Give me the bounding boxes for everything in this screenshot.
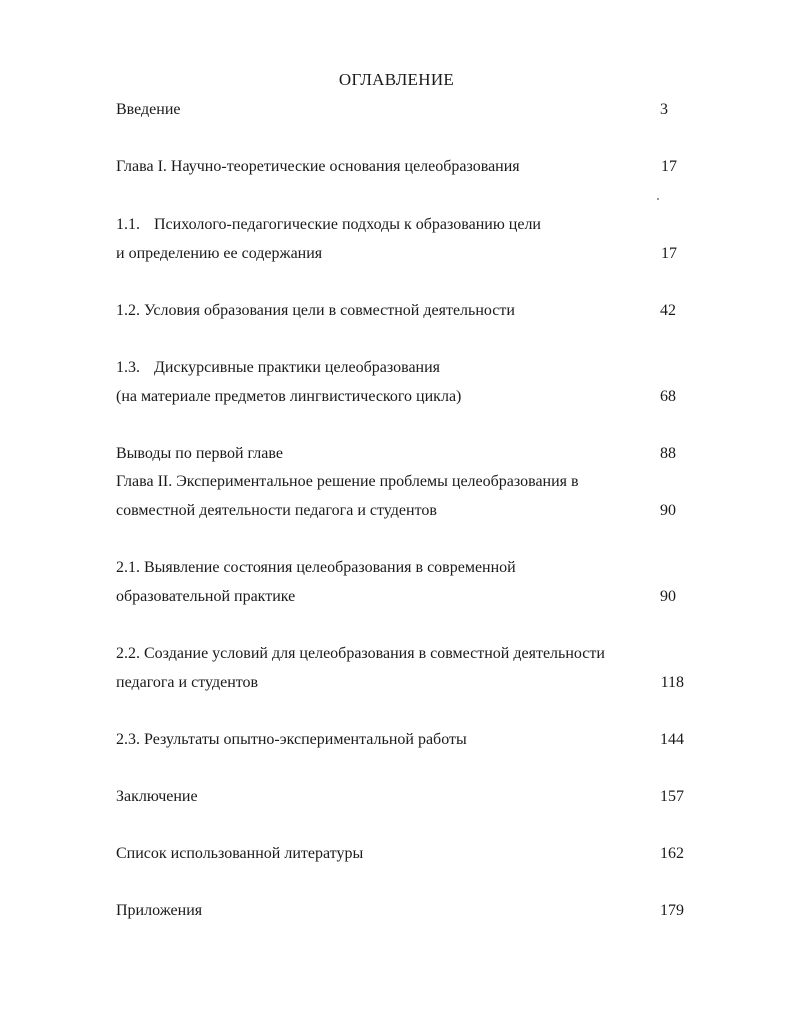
toc-page-number: 179 <box>660 902 684 919</box>
toc-entry-section-2-3: 2.3. Результаты опытно-экспериментальной работы <box>116 731 467 748</box>
toc-entry-chapter-2: Глава II. Экспериментальное решение проблемы целеобразования в <box>116 473 579 490</box>
toc-page-number: 3 <box>660 101 668 118</box>
toc-entry-section-1-3 <box>116 358 440 378</box>
toc-entry-conclusion: Заключение <box>116 788 198 805</box>
toc-entry-introduction: Введение <box>116 101 181 118</box>
toc-page-number: 90 <box>660 588 676 605</box>
toc-page-number: 17 <box>661 158 677 175</box>
toc-title: ОГЛАВЛЕНИЕ <box>338 70 455 89</box>
toc-entry-section-1-2: 1.2. Условия образования цели в совместной деятельности <box>116 302 515 319</box>
toc-page-number: 162 <box>660 845 684 862</box>
toc-entry-chapter-1: Глава I. Научно-теоретические основания целеобразования <box>116 158 520 175</box>
toc-entry-section-2-1: 2.1. Выявление состояния целеобразования в современной <box>116 559 516 576</box>
section-title: Дискурсивные практики целеобразования <box>154 359 441 376</box>
toc-entry-section-2-2: 2.2. Создание условий для целеобразования в совместной деятельности <box>116 645 605 662</box>
toc-entry-section-2-1-cont: образовательной практике <box>116 588 296 605</box>
toc-entry-section-1-3-cont: (на материале предметов лингвистического цикла) <box>116 388 462 405</box>
section-number: 1.3. <box>116 359 140 376</box>
toc-page-number: 157 <box>660 788 684 805</box>
toc-page-number: 42 <box>660 302 676 319</box>
toc-entry-bibliography: Список использованной литературы <box>116 845 364 862</box>
toc-entry-conclusions-ch1: Выводы по первой главе <box>116 445 283 462</box>
toc-page-number: 118 <box>660 674 684 691</box>
toc-page-number: 144 <box>660 731 684 748</box>
toc-page-number: 88 <box>660 445 676 462</box>
toc-entry-section-1-1 <box>116 215 541 235</box>
toc-page-number: 17 <box>661 245 677 262</box>
toc-page-number: 90 <box>660 502 676 519</box>
section-title: Психолого-педагогические подходы к образованию цели <box>154 216 541 233</box>
toc-page-number: 68 <box>660 388 676 405</box>
toc-entry-section-2-2-cont: педагога и студентов <box>116 674 259 691</box>
section-number: 1.1. <box>116 216 140 233</box>
toc-entry-section-1-1-cont: и определению ее содержания <box>116 245 323 262</box>
toc-entry-appendices: Приложения <box>116 902 203 919</box>
scan-speck <box>657 198 659 200</box>
toc-entry-chapter-2-cont: совместной деятельности педагога и студентов <box>116 502 437 519</box>
